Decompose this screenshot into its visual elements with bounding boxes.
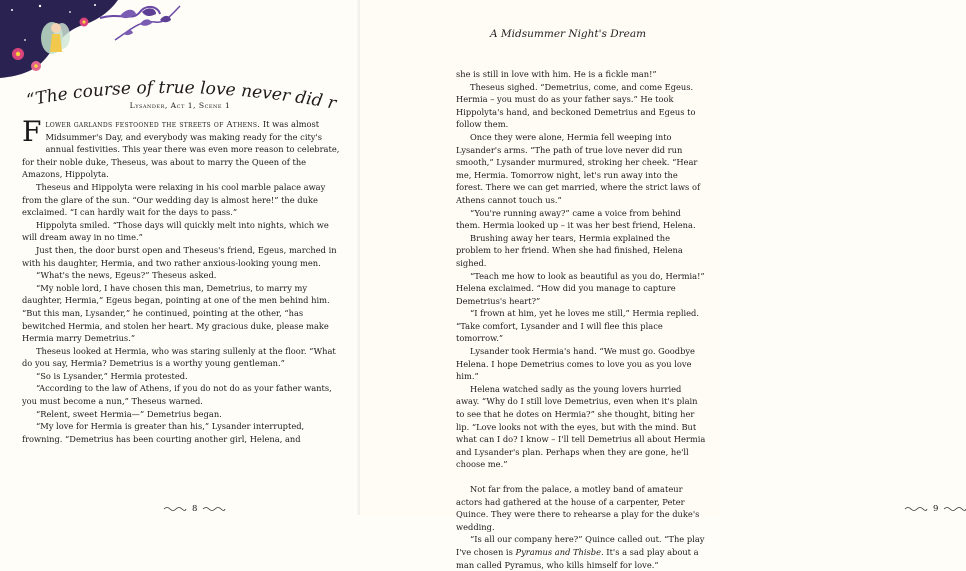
vine-ornament (110, 0, 190, 50)
paragraph: “I frown at him, yet he loves me still,” Hermia replied. “Take comfort, Lysander and I will flee this place tomorrow.” (456, 308, 699, 344)
paragraph: she is still in love with him. He is a fickle man!” (456, 69, 657, 79)
right-page-text (456, 68, 706, 571)
paragraph: Just then, the door burst open and Theseus's friend, Egeus, marched in with his daughter, Hermia, and two rather anxious-looking young men. (22, 244, 337, 268)
page-number: 8 (192, 504, 198, 514)
paragraph: Flower garlands festooned the streets of Athens. It was almost Midsummer's Day, and everybody was making ready for the city's annual festivities. This year there was even more reason to celebrate, for their noble duke, Theseus, was about to marry the Queen of the Amazons, Hippolyta. (22, 115, 340, 180)
right-page (360, 0, 939, 570)
wave-ornament-icon (164, 506, 186, 512)
paragraph: “Relent, sweet Hermia—” Demetrius began. (36, 408, 222, 419)
left-page-text (22, 115, 342, 445)
drop-cap: F (22, 115, 42, 148)
wave-ornament-icon (944, 506, 966, 512)
quote-attribution: Lysander, Act 1, Scene 1 (129, 101, 231, 110)
page-number: 9 (933, 504, 939, 514)
wave-ornament-icon (905, 506, 927, 512)
paragraph: “My love for Hermia is greater than his,” Lysander interrupted, frowning. “Demetrius has been courting another girl, Helena, and (22, 421, 305, 444)
paragraph: “What's the news, Egeus?” Theseus asked. (36, 270, 217, 281)
paragraph: “So is Lysander,” Hermia protested. (36, 370, 188, 381)
paragraph: “According to the law of Athens, if you do not do as your father wants, you must become a nun,” Theseus warned. (22, 383, 332, 407)
fairy-illustration (41, 22, 70, 54)
quote-text: “The course of true love never did r (24, 77, 338, 114)
page-number-right (905, 504, 966, 514)
paragraph: Once they were alone, Hermia fell weeping into Lysander's arms. “The path of true love never did run smooth,” Lysander murmured, stroking her cheek. “Hear me, Hermia. Tomorrow night, let's run away into the forest. There we can get married, where the strict laws of Athens cannot touch us.” (456, 131, 701, 205)
paragraph: Lysander took Hermia's hand. “We must go. Goodbye Helena. I hope Demetrius comes to love you as you love him.” (456, 346, 695, 382)
paragraph: Helena watched sadly as the young lovers hurried away. “Why do I still love Demetrius, even when it's plain to see that he dotes on Hermia?” she thought, biting her lip. “Love looks not with the eyes, but with the mind. But what can I do? I know – I'll tell Demetrius all about Hermia and Lysander's plan. Perhaps when they are gone, he'll choose me.” (456, 383, 706, 470)
left-page (0, 0, 360, 515)
paragraph: “You're running away?” came a voice from behind them. Hermia looked up – it was her best friend, Helena. (456, 207, 696, 231)
paragraph: Brushing away her tears, Hermia explained the problem to her friend. When she had finished, Helena sighed. (456, 232, 683, 268)
paragraph: Theseus looked at Hermia, who was staring sullenly at the floor. “What do you say, Hermia? Demetrius is a worthy young gentleman.” (22, 345, 336, 369)
paragraph: “My noble lord, I have chosen this man, Demetrius, to marry my daughter, Hermia,” Egeus began, pointing at one of the men behind him. “But this man, Lysander,” he continued, pointing at the other, “has bewitched Hermia, and stolen her heart. My gracious duke, please make Hermia marry Demetrius.” (22, 282, 330, 344)
play-title: Pyramus and Thisbe (515, 546, 602, 557)
paragraph: Hippolyta smiled. “Those days will quickly melt into nights, which we will dream away in no time.” (22, 219, 329, 243)
paragraph: Theseus sighed. “Demetrius, come, and come Egeus. Hermia – you must do as your father says.” He took Hippolyta's hand, and beckoned Demetrius and Egeus to follow them. (456, 81, 696, 130)
opening-words: lower garlands festooned the streets of Athens. (45, 119, 261, 129)
page-number-left (164, 504, 225, 514)
paragraph: Theseus and Hippolyta were relaxing in his cool marble palace away from the glare of the sun. “Our wedding day is almost here!” the duke exclaimed. “I can hardly wait for the days to pass.” (22, 181, 326, 218)
wave-ornament-icon (203, 506, 225, 512)
paragraph: “Is all our company here?” Quince called out. “The play I've chosen is Pyramus and Thisbe. It's a sad play about a man called Pyramus, who kills himself for love.” (456, 534, 705, 570)
paragraph: Not far from the palace, a motley band of amateur actors had gathered at the house of a carpenter, Peter Quince. They were there to rehearse a play for the duke's wedding. (456, 484, 700, 532)
section-break (456, 471, 706, 483)
running-head-title: A Midsummer Night's Dream (490, 28, 647, 40)
paragraph: “Teach me how to look as beautiful as you do, Hermia!” Helena exclaimed. “How did you manage to capture Demetrius's heart?” (456, 270, 705, 306)
